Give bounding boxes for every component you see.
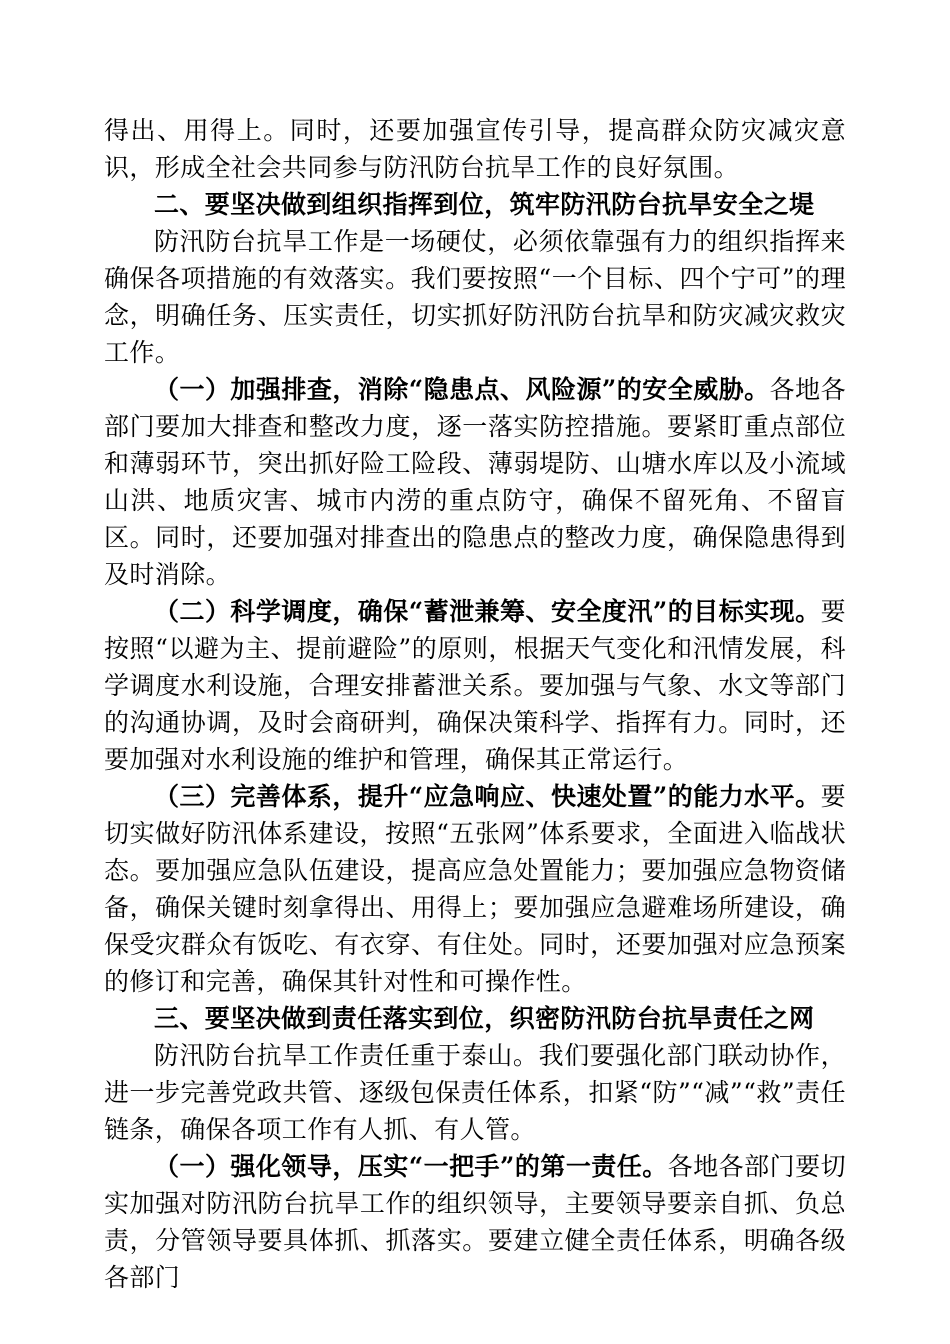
point-lead: （一）加强排查，消除“隐患点、风险源”的安全威胁。	[154, 375, 770, 404]
paragraph-point-2-2	[104, 593, 846, 778]
paragraph-section-3-intro: 防汛防台抗旱工作责任重于泰山。我们要强化部门联动协作，进一步完善党政共管、逐级包保责任体系，扣紧“防”“减”“救”责任链条，确保各项工作有人抓、有人管。	[104, 1041, 846, 1144]
section-heading-2: 二、要坚决做到组织指挥到位，筑牢防汛防台抗旱安全之堤	[154, 190, 815, 219]
paragraph-point-2-3	[104, 778, 846, 1000]
point-lead: （二）科学调度，确保“蓄泄兼筹、安全度汛”的目标实现。	[154, 597, 821, 626]
point-text: 各地各部门要切实加强对防汛防台抗旱工作的组织领导，主要领导要亲自抓、负总责，分管领导要具体抓、抓落实。要建立健全责任体系，明确各级各部门	[104, 1152, 846, 1292]
paragraph-section-2-intro: 防汛防台抗旱工作是一场硬仗，必须依靠强有力的组织指挥来确保各项措施的有效落实。我们要按照“一个目标、四个宁可”的理念，明确任务、压实责任，切实抓好防汛防台抗旱和防灾减灾救灾工作。	[104, 227, 846, 367]
paragraph-point-3-1	[104, 1148, 846, 1296]
point-text: 要按照“以避为主、提前避险”的原则，根据天气变化和汛情发展，科学调度水利设施，合理安排蓄泄关系。要加强与气象、水文等部门的沟通协调，及时会商研判，确保决策科学、指挥有力。同时，还要加强对水利设施的维护和管理，确保其正常运行。	[104, 597, 846, 774]
section-heading-3: 三、要坚决做到责任落实到位，织密防汛防台抗旱责任之网	[154, 1004, 815, 1033]
point-lead: （三）完善体系，提升“应急响应、快速处置”的能力水平。	[154, 782, 821, 811]
point-text: 各地各部门要加大排查和整改力度，逐一落实防控措施。要紧盯重点部位和薄弱环节，突出抓好险工险段、薄弱堤防、山塘水库以及小流域山洪、地质灾害、城市内涝的重点防守，确保不留死角、不留盲区。同时，还要加强对排查出的隐患点的整改力度，确保隐患得到及时消除。	[104, 375, 847, 589]
point-text: 要切实做好防汛体系建设，按照“五张网”体系要求，全面进入临战状态。要加强应急队伍建设，提高应急处置能力；要加强应急物资储备，确保关键时刻拿得出、用得上；要加强应急避难场所建设，确保受灾群众有饭吃、有衣穿、有住处。同时，还要加强对应急预案的修订和完善，确保其针对性和可操作性。	[104, 782, 846, 996]
paragraph-point-2-1	[104, 371, 846, 593]
paragraph-continuation: 得出、用得上。同时，还要加强宣传引导，提高群众防灾减灾意识，形成全社会共同参与防汛防台抗旱工作的良好氛围。	[104, 116, 846, 182]
point-lead: （一）强化领导，压实“一把手”的第一责任。	[154, 1152, 668, 1181]
